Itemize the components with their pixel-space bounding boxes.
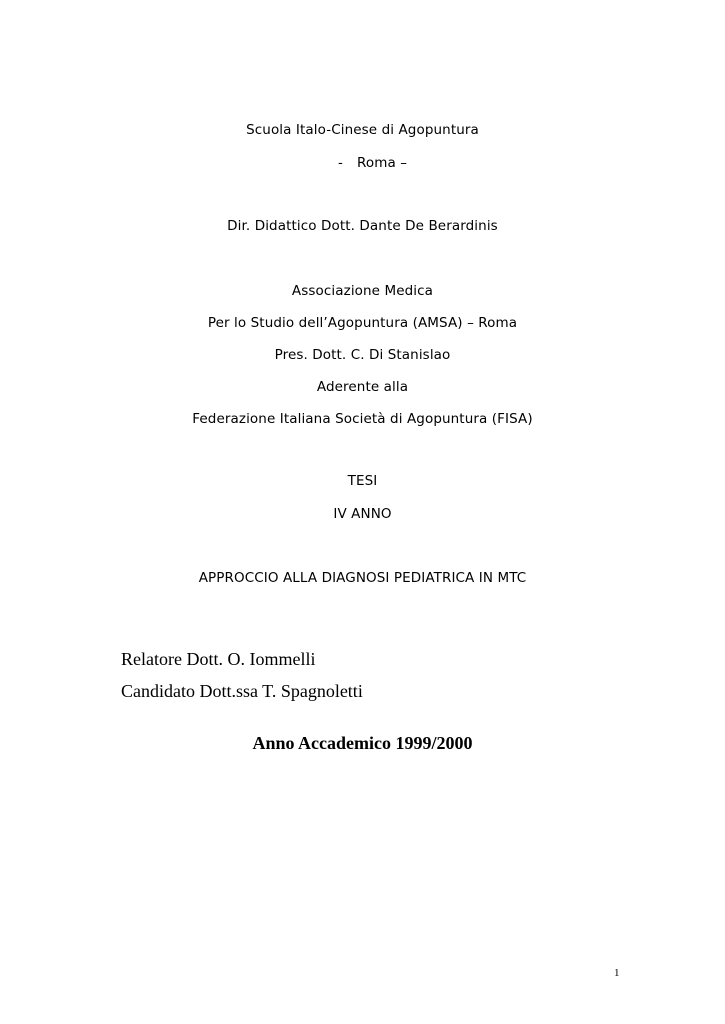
thesis-year: IV ANNO <box>333 506 392 522</box>
academic-year: Anno Accademico 1999/2000 <box>252 733 473 753</box>
president-line: Pres. Dott. C. Di Stanislao <box>274 347 451 363</box>
adherent-line: Aderente alla <box>316 379 409 395</box>
candidato-line: Candidato Dott.ssa T. Spagnoletti <box>121 681 363 701</box>
federation-line: Federazione Italiana Società di Agopuntura (FISA) <box>192 411 533 427</box>
director-line: Dir. Didattico Dott. Dante De Berardinis <box>227 218 498 234</box>
page-number: 1 <box>614 967 620 979</box>
association-line-2: Per lo Studio dell’Agopuntura (AMSA) – Roma <box>207 315 518 331</box>
city-name: Roma – <box>356 155 408 171</box>
association-line-1: Associazione Medica <box>291 283 434 299</box>
school-name: Scuola Italo-Cinese di Agopuntura <box>246 122 479 138</box>
thesis-label: TESI <box>347 473 378 489</box>
city-dash: - <box>338 155 343 171</box>
school-city <box>338 155 407 171</box>
thesis-title: APPROCCIO ALLA DIAGNOSI PEDIATRICA IN MTC <box>198 570 527 586</box>
relatore-line: Relatore Dott. O. Iommelli <box>121 649 316 669</box>
